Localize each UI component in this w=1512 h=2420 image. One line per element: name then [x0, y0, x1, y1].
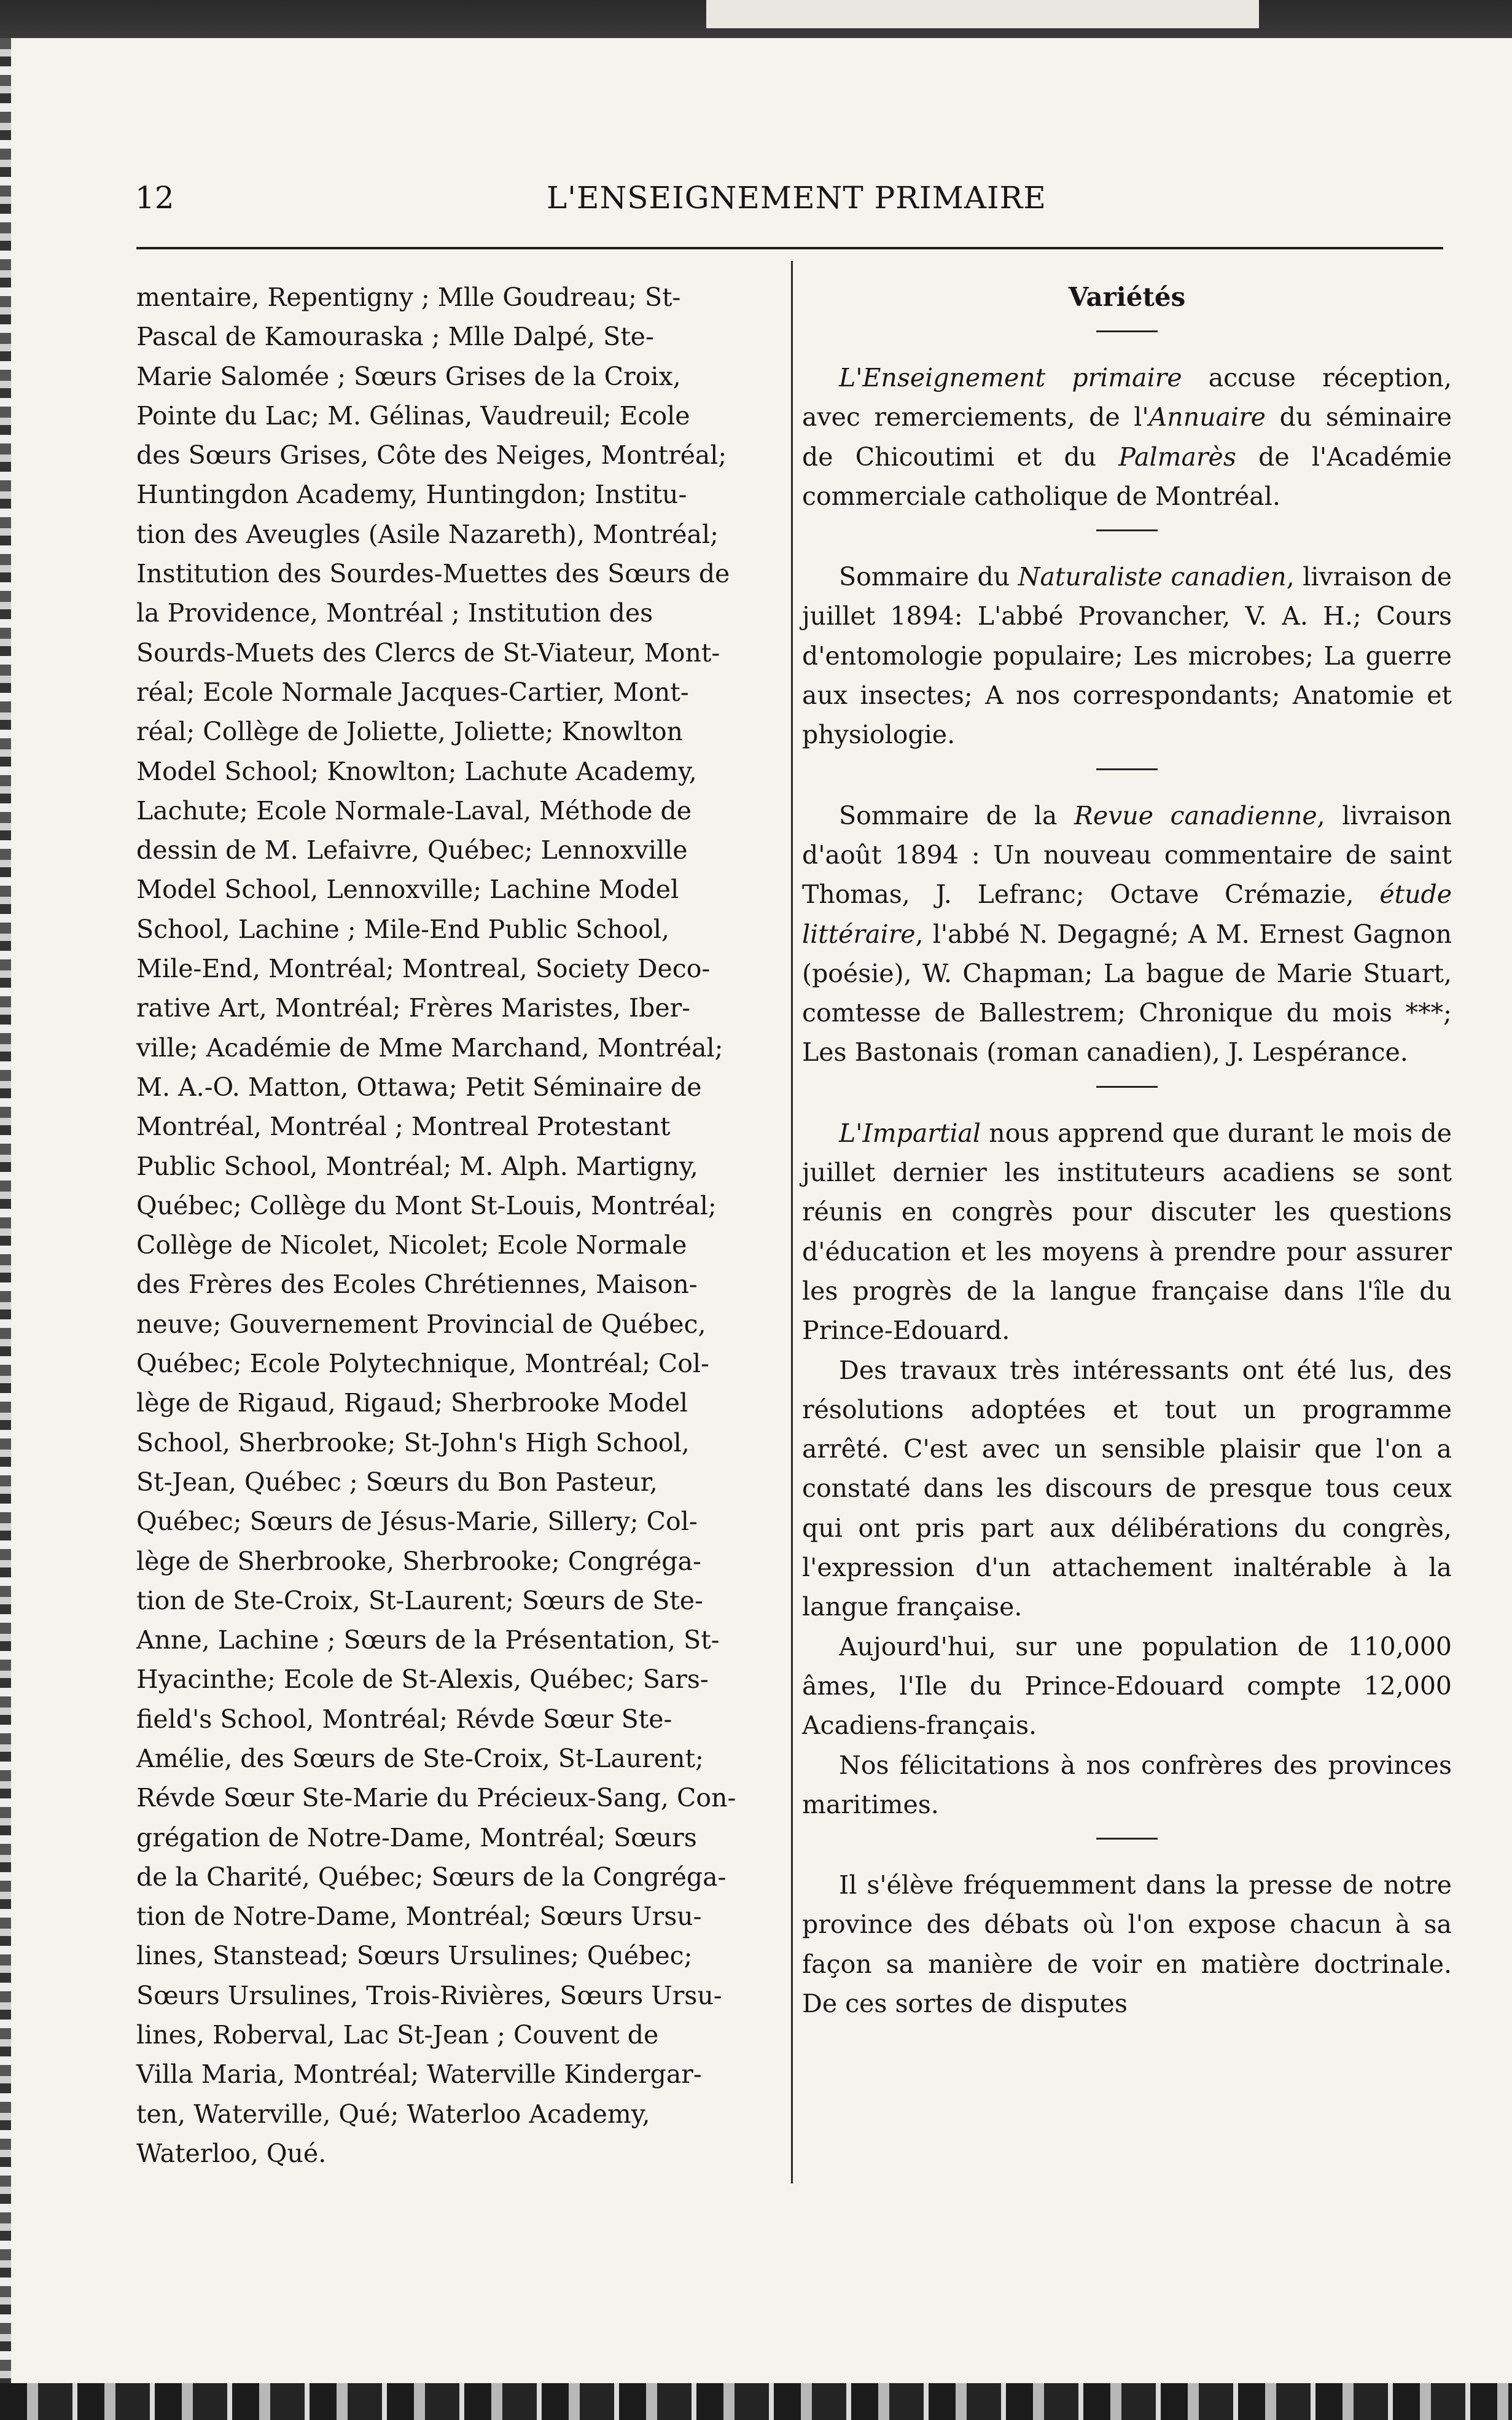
- publication-title: Annuaire: [1148, 402, 1266, 432]
- text-line: Sourds-Muets des Clercs de St-Viateur, Mont-: [136, 638, 720, 668]
- separator-rule: [1096, 330, 1158, 332]
- text-line: des Frères des Ecoles Chrétiennes, Maison-: [136, 1270, 698, 1300]
- text-line: School, Sherbrooke; St-John's High School,: [136, 1427, 690, 1458]
- text-line: Mile-End, Montréal; Montreal, Society Deco-: [136, 954, 711, 984]
- text-line: Public School, Montréal; M. Alph. Martigny,: [136, 1151, 698, 1181]
- text-line: Québec; Ecole Polytechnique, Montréal; Col-: [136, 1349, 709, 1379]
- text-line: lège de Rigaud, Rigaud; Sherbrooke Model: [136, 1388, 688, 1418]
- separator-rule: [1096, 529, 1158, 531]
- text-line: St-Jean, Québec ; Sœurs du Bon Pasteur,: [136, 1467, 658, 1497]
- publication-title: Naturaliste canadien: [1018, 562, 1287, 592]
- paragraph-text: du séminaire de Chicoutimi et du: [802, 402, 1452, 472]
- text-line: Hyacinthe; Ecole de St-Alexis, Québec; Sars-: [136, 1665, 709, 1695]
- text-line: réal; Ecole Normale Jacques-Cartier, Mont-: [136, 677, 689, 707]
- text-line: Sœurs Ursulines, Trois-Rivières, Sœurs Ursu-: [136, 1980, 722, 2010]
- text-line: field's School, Montréal; Révde Sœur Ste-: [136, 1704, 672, 1734]
- scan-top-highlight: [706, 0, 1259, 28]
- publication-title: Palmarès: [1118, 442, 1236, 472]
- paragraph-text: , l'abbé N. Degagné; A M. Ernest Gagnon (poésie), W. Chapman; La bague de Marie Stuart, comtesse de Ballestrem; Chronique du mois ***; Les Bastonais (roman canadien), J. Lespérance.: [802, 919, 1452, 1068]
- text-line: Marie Salomée ; Sœurs Grises de la Croix,: [136, 361, 681, 391]
- paragraph-text: accuse réception, avec remerciements, de l': [802, 363, 1452, 432]
- scan-left-edge: [0, 38, 11, 2383]
- text-line: tion de Ste-Croix, St-Laurent; Sœurs de Ste-: [136, 1585, 703, 1615]
- paragraph-annuaire: [802, 358, 1452, 516]
- text-line: ten, Waterville, Qué; Waterloo Academy,: [136, 2099, 650, 2129]
- separator-rule: [1096, 1086, 1158, 1088]
- text-line: neuve; Gouvernement Provincial de Québec,: [136, 1309, 706, 1339]
- publication-title: L'Impartial: [839, 1118, 981, 1148]
- text-line: lines, Stanstead; Sœurs Ursulines; Québec;: [136, 1941, 693, 1971]
- text-line: Québec; Sœurs de Jésus-Marie, Sillery; Col-: [136, 1507, 698, 1537]
- right-column: [802, 278, 1452, 2023]
- paragraph-impartial: [802, 1114, 1452, 1351]
- paragraph-revue-canadienne: [802, 796, 1452, 1072]
- text-line: réal; Collège de Joliette, Joliette; Knowlton: [136, 717, 683, 747]
- text-line: Collège de Nicolet, Nicolet; Ecole Normale: [136, 1230, 687, 1260]
- paragraph-text: , livraison de juillet 1894: L'abbé Provancher, V. A. H.; Cours d'entomologie populaire; Les microbes; La guerre aux insectes; A nos correspondants; Anatomie et physiologie.: [802, 562, 1452, 750]
- text-line: Anne, Lachine ; Sœurs de la Présentation, St-: [136, 1625, 720, 1655]
- text-line: Villa Maria, Montréal; Waterville Kindergar-: [136, 2059, 702, 2090]
- text-line: Lachute; Ecole Normale-Laval, Méthode de: [136, 795, 692, 826]
- text-line: Waterloo, Qué.: [136, 2138, 327, 2168]
- text-line: School, Lachine ; Mile-End Public School,: [136, 914, 670, 944]
- text-line: Model School; Knowlton; Lachute Academy,: [136, 756, 697, 786]
- text-line: rative Art, Montréal; Frères Maristes, Iber-: [136, 993, 691, 1023]
- text-line: Pointe du Lac; M. Gélinas, Vaudreuil; Ecole: [136, 400, 690, 431]
- paragraph-text: de l'Académie commerciale catholique de Montréal.: [802, 442, 1452, 511]
- paragraph-felicitations: Nos félicitations à nos confrères des provinces maritimes.: [802, 1750, 1452, 1819]
- paragraph-text: nous apprend que durant le mois de juillet dernier les instituteurs acadiens se sont réunis en congrès pour discuter les questions d'éducation et les moyens à prendre pour assurer les progrès de la langue française dans l'île du Prince-Edouard.: [802, 1118, 1452, 1346]
- text-line: Model School, Lennoxville; Lachine Model: [136, 875, 679, 905]
- separator-rule: [1096, 1838, 1158, 1840]
- header-rule: [136, 247, 1443, 249]
- text-line: Amélie, des Sœurs de Ste-Croix, St-Laurent;: [136, 1743, 704, 1773]
- column-divider: [791, 261, 793, 2184]
- text-line: tion de Notre-Dame, Montréal; Sœurs Ursu-: [136, 1902, 702, 1932]
- text-line: dessin de M. Lefaivre, Québec; Lennoxville: [136, 835, 688, 865]
- text-line: M. A.-O. Matton, Ottawa; Petit Séminaire de: [136, 1072, 702, 1102]
- text-line: de la Charité, Québec; Sœurs de la Congréga-: [136, 1862, 727, 1892]
- text-line: grégation de Notre-Dame, Montréal; Sœurs: [136, 1822, 697, 1852]
- text-line: Pascal de Kamouraska ; Mlle Dalpé, Ste-: [136, 322, 654, 352]
- paragraph-text: Sommaire de la: [839, 800, 1075, 830]
- publication-title: Revue canadienne: [1074, 800, 1317, 830]
- text-line: Huntingdon Academy, Huntingdon; Institu-: [136, 480, 687, 510]
- scan-bottom-border: [0, 2383, 1512, 2420]
- section-title: Variétés: [1068, 282, 1186, 312]
- running-title: L'ENSEIGNEMENT PRIMAIRE: [547, 180, 1046, 216]
- left-column: [136, 278, 780, 2173]
- text-line: mentaire, Repentigny ; Mlle Goudreau; St-: [136, 283, 681, 312]
- text-line: lines, Roberval, Lac St-Jean ; Couvent de: [136, 2020, 659, 2050]
- paragraph-naturaliste: [802, 557, 1452, 754]
- paragraph-population: Aujourd'hui, sur une population de 110,000 âmes, l'Ile du Prince-Edouard compte 12,000 Acadiens-français.: [802, 1631, 1452, 1741]
- page-number: 12: [135, 180, 174, 216]
- paragraph-text: , livraison d'août 1894 : Un nouveau commentaire de saint Thomas, J. Lefranc; Octave Crémazie,: [802, 800, 1452, 910]
- separator-rule: [1096, 768, 1158, 770]
- text-line: Québec; Collège du Mont St-Louis, Montréal;: [136, 1190, 717, 1220]
- paragraph-text: Sommaire du: [839, 562, 1018, 592]
- article-title: étude littéraire: [802, 880, 1452, 949]
- paragraph-travaux: Des travaux très intéressants ont été lus, des résolutions adoptées et tout un programme arrêté. C'est avec un sensible plaisir que l'on a constaté dans les discours de presque tous ceux qui ont pris part aux délibérations du congrès, l'expression d'un attachement inaltérable à la langue française.: [802, 1355, 1452, 1622]
- text-line: Montréal, Montréal ; Montreal Protestant: [136, 1112, 671, 1142]
- periodical-title: L'Enseignement primaire: [839, 363, 1182, 392]
- text-line: ville; Académie de Mme Marchand, Montréal;: [136, 1032, 723, 1063]
- text-line: tion des Aveugles (Asile Nazareth), Montréal;: [136, 519, 719, 549]
- text-line: des Sœurs Grises, Côte des Neiges, Montréal;: [136, 440, 727, 470]
- text-line: Institution des Sourdes-Muettes des Sœurs de: [136, 559, 730, 589]
- text-line: la Providence, Montréal ; Institution des: [136, 598, 653, 628]
- text-line: lège de Sherbrooke, Sherbrooke; Congréga-: [136, 1546, 701, 1576]
- paragraph-debats: Il s'élève fréquemment dans la presse de notre province des débats où l'on expose chacun à sa façon sa manière de voir en matière doctrinale. De ces sortes de disputes: [802, 1870, 1452, 2018]
- text-line: Révde Sœur Ste-Marie du Précieux-Sang, Con-: [136, 1783, 736, 1813]
